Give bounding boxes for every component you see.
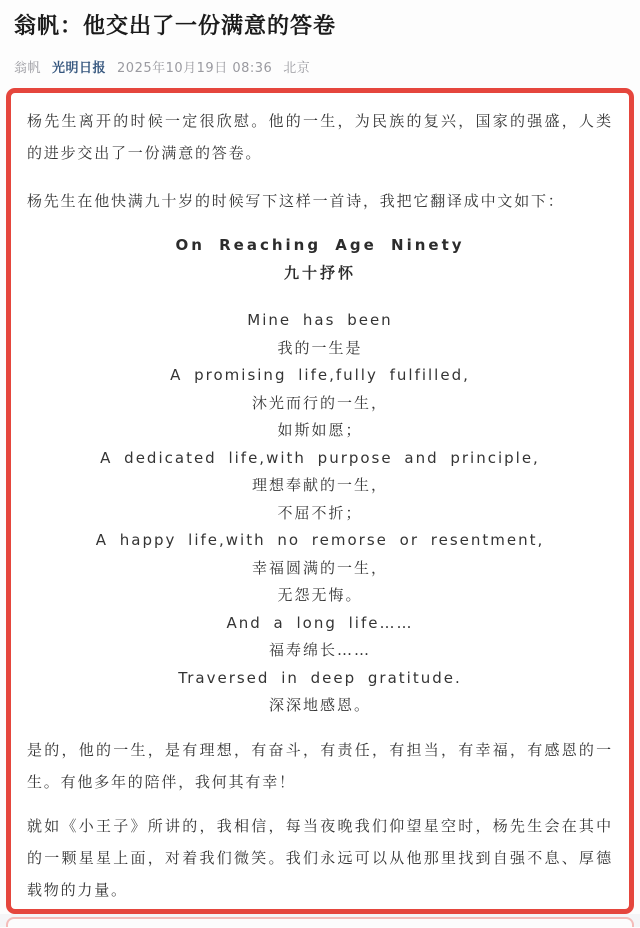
article-paragraph: 是的，他的一生，是有理想，有奋斗，有责任，有担当，有幸福，有感恩的一生。有他多年的陪伴，我何其有幸！	[27, 740, 613, 791]
poem-line: 深深地感恩。	[268, 696, 371, 714]
poem-line: 如斯如愿；	[277, 421, 363, 439]
annotation-box	[6, 88, 634, 914]
poem-line: 我的一生是	[277, 338, 363, 357]
poem-body	[27, 307, 613, 720]
location-label: 北京	[283, 61, 311, 76]
poem	[27, 231, 613, 720]
byline	[14, 57, 626, 76]
article-paragraph: 杨先生在他快满九十岁的时候写下这样一首诗，我把它翻译成中文如下：	[27, 192, 565, 210]
poem-title-zh: 九十抒怀	[283, 264, 356, 282]
publish-datetime: 2025年10月19日 08:36	[117, 61, 273, 76]
poem-line: Traversed in deep gratitude.	[178, 668, 462, 687]
poem-line: A promising life,fully fulfilled,	[170, 366, 470, 384]
poem-line: 无怨无悔。	[277, 586, 363, 604]
poem-line: 理想奉献的一生，	[251, 476, 388, 494]
source-link[interactable]: 光明日报	[52, 61, 107, 76]
next-annotation-box	[6, 917, 634, 927]
poem-line: A happy life,with no remorse or resentment,	[95, 531, 545, 549]
poem-title	[27, 231, 613, 287]
poem-title-en: On Reaching Age Ninety	[175, 236, 465, 254]
page-title: 翁帆：他交出了一份满意的答卷	[14, 14, 337, 39]
article-paragraph: 就如《小王子》所讲的，我相信，每当夜晚我们仰望星空时，杨先生会在其中的一颗星星上面，对着我们微笑。我们永远可以从他那里找到自强不息、厚德载物的力量。	[27, 816, 613, 899]
poem-line: Mine has been	[247, 311, 393, 329]
article-paragraph: 杨先生离开的时候一定很欣慰。他的一生，为民族的复兴，国家的强盛，人类的进步交出了一份满意的答卷。	[27, 112, 613, 162]
poem-line: A dedicated life,with purpose and principle,	[100, 448, 540, 467]
poem-line: And a long life……	[226, 613, 414, 632]
poem-line: 不屈不折；	[277, 503, 363, 522]
poem-line: 幸福圆满的一生，	[251, 558, 388, 577]
author-label: 翁帆	[14, 61, 42, 76]
poem-line: 福寿绵长……	[268, 641, 371, 659]
poem-line: 沐光而行的一生，	[251, 393, 388, 412]
